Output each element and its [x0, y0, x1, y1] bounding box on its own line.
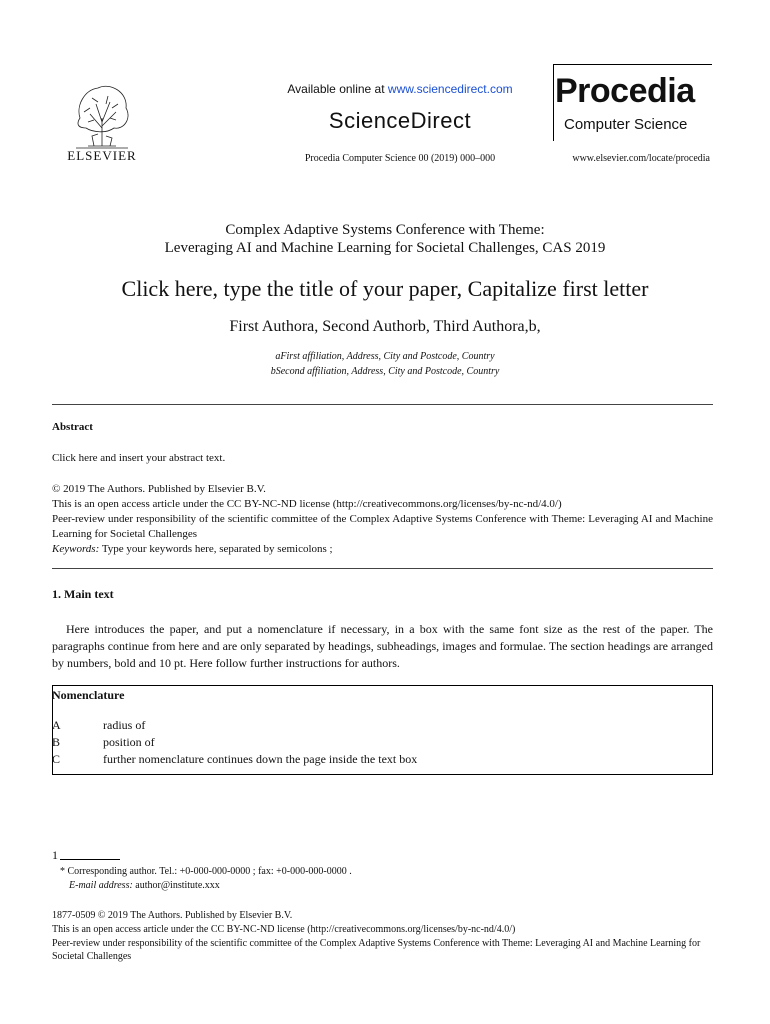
procedia-logo-title: Procedia — [555, 72, 695, 110]
abstract-bottom-rule — [52, 568, 713, 569]
abstract-text: Click here and insert your abstract text. — [52, 452, 226, 464]
available-online-line — [200, 82, 600, 96]
nomenclature-symbol: A — [52, 718, 61, 732]
conference-line-2: Leveraging AI and Machine Learning for Societal Challenges, CAS 2019 — [164, 240, 606, 256]
footer-peer-review: Peer-review under responsibility of the scientific committee of the Complex Adaptive Systems Conference with Theme: Leveraging AI and Machine Learning for Societal Challenges — [52, 938, 701, 962]
email-value: author@institute.xxx — [132, 880, 220, 891]
email-label: E-mail address: — [69, 880, 133, 891]
journal-citation: Procedia Computer Science 00 (2019) 000–000 — [304, 153, 496, 164]
section-1-heading: 1. Main text — [52, 587, 114, 601]
procedia-logo-subtitle: Computer Science — [564, 116, 688, 133]
available-prefix: Available online at — [287, 82, 388, 96]
abstract-top-rule — [52, 404, 713, 405]
corresponding-author: * Corresponding author. Tel.: +0-000-000-0000 ; fax: +0-000-000-0000 . — [60, 866, 352, 877]
nomenclature-definition: radius of — [103, 718, 146, 732]
paper-title: Click here, type the title of your paper, Capitalize first letter — [121, 276, 649, 301]
conference-line-1: Complex Adaptive Systems Conference with Theme: — [225, 222, 545, 238]
section-1-paragraph: Here introduces the paper, and put a nomenclature if necessary, in a box with the same font size as the rest of the paper. The paragraphs continue from here and are only separated by headings, subheadings, images and formulae. The section headings are arranged by numbers, bold and 10 pt. Here follow further instructions for authors. — [52, 622, 713, 670]
sciencedirect-link[interactable]: www.sciencedirect.com — [387, 82, 513, 96]
abstract-peer-review: Peer-review under responsibility of the scientific committee of the Complex Adaptive Systems Conference with Theme: Leveraging AI and Machine Learning for Societal Challenges — [52, 513, 713, 540]
footer-issn: 1877-0509 © 2019 The Authors. Published by Elsevier B.V. — [52, 910, 293, 921]
sciencedirect-title: ScienceDirect — [328, 108, 472, 133]
footer-license: This is an open access article under the CC BY-NC-ND license (http://creativecommons.org/licenses/by-nc-nd/4.0/) — [52, 924, 516, 935]
author-list: First Authora, Second Authorb, Third Authora,b, — [229, 318, 541, 335]
abstract-license: This is an open access article under the CC BY-NC-ND license (http://creativecommons.org/licenses/by-nc-nd/4.0/) — [52, 498, 562, 510]
nomenclature-definition: position of — [103, 735, 155, 749]
nomenclature-symbol: B — [52, 735, 61, 749]
elsevier-url: www.elsevier.com/locate/procedia — [572, 153, 710, 164]
nomenclature-heading: Nomenclature — [52, 688, 125, 702]
elsevier-wordmark: ELSEVIER — [67, 148, 137, 163]
footnote-marker: 1 — [52, 848, 58, 862]
nomenclature-definition: further nomenclature continues down the page inside the text box — [103, 752, 418, 766]
keywords-text: Type your keywords here, separated by semicolons ; — [99, 543, 333, 555]
nomenclature-symbol: C — [52, 752, 61, 766]
keywords-label: Keywords: — [52, 543, 100, 555]
email-line — [69, 879, 220, 892]
affiliation-2: bSecond affiliation, Address, City and Postcode, Country — [270, 366, 500, 377]
abstract-heading: Abstract — [52, 421, 93, 433]
keywords-line — [52, 542, 713, 557]
abstract-copyright: © 2019 The Authors. Published by Elsevier B.V. — [52, 483, 266, 495]
footnote-rule — [60, 859, 120, 860]
affiliation-1: aFirst affiliation, Address, City and Postcode, Country — [275, 351, 495, 362]
